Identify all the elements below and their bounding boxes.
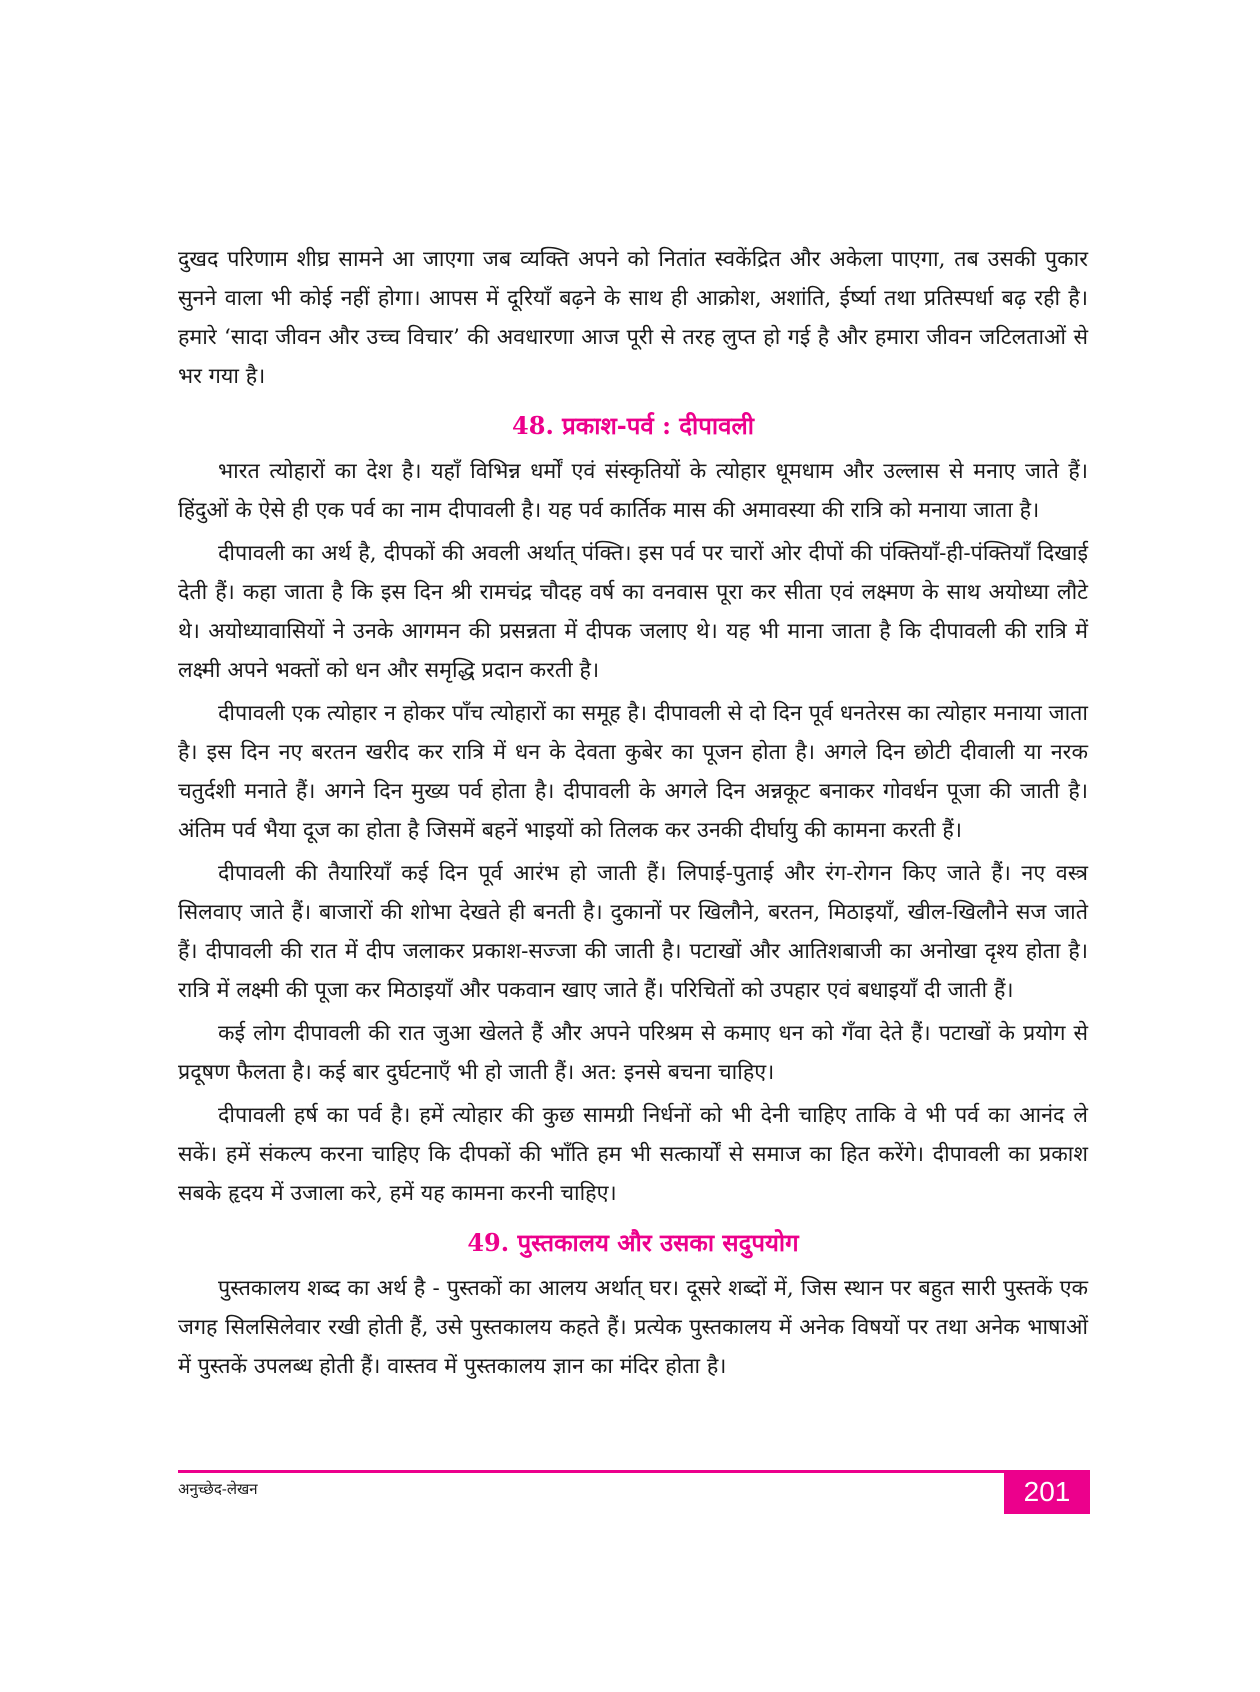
footer-chapter-label: अनुच्छेद-लेखन (178, 1480, 258, 1498)
section-48-paragraph-5: कई लोग दीपावली की रात जुआ खेलते हैं और अपने परिश्रम से कमाए धन को गँवा देते हैं। पटाखों के प्रयोग से प्रदूषण फैलता है। कई बार दुर्घटनाएँ भी हो जाती हैं। अत: इनसे बचना चाहिए। (178, 1021, 1088, 1085)
continued-paragraph: दुखद परिणाम शीघ्र सामने आ जाएगा जब व्यक्ति अपने को नितांत स्वकेंद्रित और अकेला पाएगा, तब उसकी पुकार सुनने वाला भी कोई नहीं होगा। आपस में दूरियाँ बढ़ने के साथ ही आक्रोश, अशांति, ईर्ष्या तथा प्रतिस्पर्धा बढ़ रही है। हमारे ‘सादा जीवन और उच्च विचार’ की अवधारणा आज पूरी से तरह लुप्त हो गई है और हमारा जीवन जटिलताओं से भर गया है। (178, 247, 1088, 389)
page-body (178, 240, 1088, 1386)
section-48-paragraph-2: दीपावली का अर्थ है, दीपकों की अवली अर्थात् पंक्ति। इस पर्व पर चारों ओर दीपों की पंक्तियाँ-ही-पंक्तियाँ दिखाई देती हैं। कहा जाता है कि इस दिन श्री रामचंद्र चौदह वर्ष का वनवास पूरा कर सीता एवं लक्ष्मण के साथ अयोध्या लौटे थे। अयोध्यावासियों ने उनके आगमन की प्रसन्नता में दीपक जलाए थे। यह भी माना जाता है कि दीपावली की रात्रि में लक्ष्मी अपने भक्तों को धन और समृद्धि प्रदान करती है। (178, 541, 1088, 683)
section-48-paragraph-1: भारत त्योहारों का देश है। यहाँ विभिन्न धर्मों एवं संस्कृतियों के त्योहार धूमधाम और उल्लास से मनाए जाते हैं। हिंदुओं के ऐसे ही एक पर्व का नाम दीपावली है। यह पर्व कार्तिक मास की अमावस्या की रात्रि को मनाया जाता है। (178, 459, 1088, 523)
section-48-paragraph-4: दीपावली की तैयारियाँ कई दिन पूर्व आरंभ हो जाती हैं। लिपाई-पुताई और रंग-रोगन किए जाते हैं। नए वस्त्र सिलवाए जाते हैं। बाजारों की शोभा देखते ही बनती है। दुकानों पर खिलौने, बरतन, मिठाइयाँ, खील-खिलौने सज जाते हैं। दीपावली की रात में दीप जलाकर प्रकाश-सज्जा की जाती है। पटाखों और आतिशबाजी का अनोखा दृश्य होता है। रात्रि में लक्ष्मी की पूजा कर मिठाइयाँ और पकवान खाए जाते हैं। परिचितों को उपहार एवं बधाइयाँ दी जाती हैं। (178, 861, 1088, 1003)
page-footer (178, 1470, 1090, 1514)
section-48-paragraph-6: दीपावली हर्ष का पर्व है। हमें त्योहार की कुछ सामग्री निर्धनों को भी देनी चाहिए ताकि वे भी पर्व का आनंद ले सकें। हमें संकल्प करना चाहिए कि दीपकों की भाँति हम भी सत्कार्यों से समाज का हित करेंगे। दीपावली का प्रकाश सबके हृदय में उजाला करे, हमें यह कामना करनी चाहिए। (178, 1103, 1088, 1206)
page-number: 201 (1004, 1470, 1090, 1514)
section-49-heading: 49. पुस्तकालय और उसका सदुपयोग (467, 1228, 799, 1257)
footer-divider (178, 1470, 1090, 1473)
section-48-paragraph-3: दीपावली एक त्योहार न होकर पाँच त्योहारों का समूह है। दीपावली से दो दिन पूर्व धनतेरस का त्योहार मनाया जाता है। इस दिन नए बरतन खरीद कर रात्रि में धन के देवता कुबेर का पूजन होता है। अगले दिन छोटी दीवाली या नरक चतुर्दशी मनाते हैं। अगने दिन मुख्य पर्व होता है। दीपावली के अगले दिन अन्नकूट बनाकर गोवर्धन पूजा की जाती है। अंतिम पर्व भैया दूज का होता है जिसमें बहनें भाइयों को तिलक कर उनकी दीर्घायु की कामना करती हैं। (178, 701, 1088, 843)
section-48-heading: 48. प्रकाश-पर्व : दीपावली (512, 411, 754, 440)
section-49-paragraph-1: पुस्तकालय शब्द का अर्थ है - पुस्तकों का आलय अर्थात् घर। दूसरे शब्दों में, जिस स्थान पर बहुत सारी पुस्तकें एक जगह सिलसिलेवार रखी होती हैं, उसे पुस्तकालय कहते हैं। प्रत्येक पुस्तकालय में अनेक विषयों पर तथा अनेक भाषाओं में पुस्तकें उपलब्ध होती हैं। वास्तव में पुस्तकालय ज्ञान का मंदिर होता है। (178, 1276, 1088, 1379)
